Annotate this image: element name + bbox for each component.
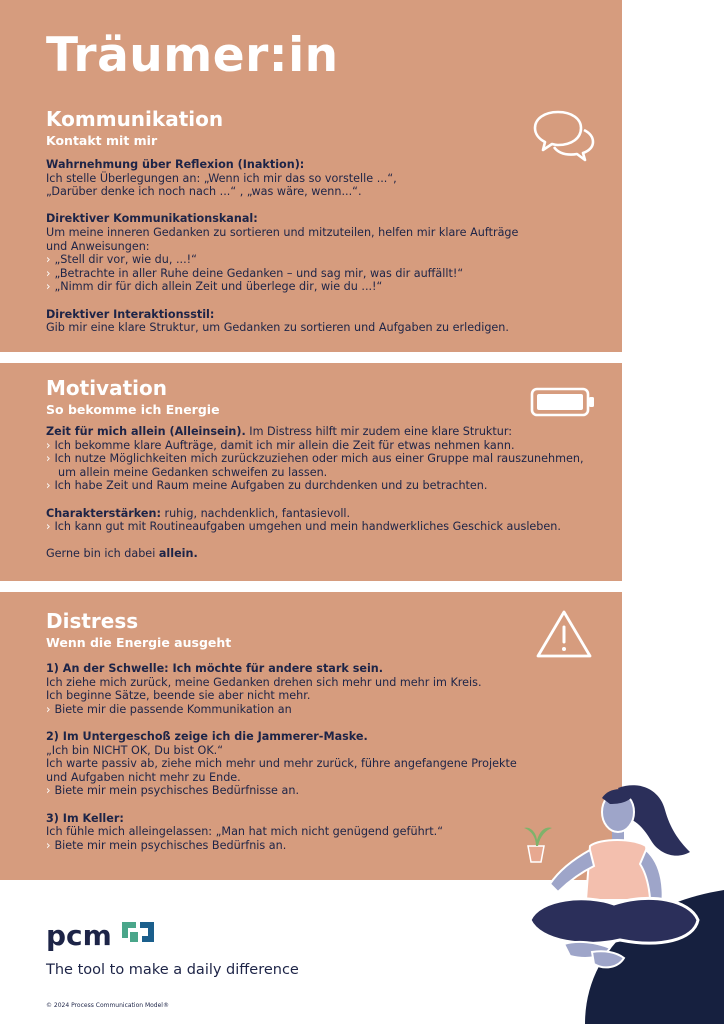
kommunikation-subtitle: Kontakt mit mir: [46, 133, 158, 148]
pcm-logo-text: pcm: [46, 919, 112, 952]
distress-text-line: und Aufgaben nicht mehr zu Ende.: [46, 770, 241, 784]
kommunikation-heading-wahrnehmung: Wahrnehmung über Reflexion (Inaktion):: [46, 158, 305, 171]
footer-copyright: © 2024 Process Communication Model®: [46, 1002, 169, 1009]
chevron-right-icon: ›: [46, 452, 51, 466]
list-item: › Ich habe Zeit und Raum meine Aufgaben zu durchdenken und zu betrachten.: [46, 479, 488, 493]
list-item: › Ich kann gut mit Routineaufgaben umgehen und mein handwerkliches Geschick ausleben.: [46, 520, 561, 534]
distress-title: Distress: [46, 609, 139, 633]
kommunikation-text-line: „Darüber denke ich noch nach ...“ , „was wäre, wenn...“.: [46, 185, 362, 199]
chevron-right-icon: ›: [46, 438, 51, 452]
chevron-right-icon: ›: [46, 702, 51, 716]
kommunikation-text-line: Gib mir eine klare Struktur, um Gedanken zu sortieren und Aufgaben zu erledigen.: [46, 321, 509, 335]
footer-tagline: The tool to make a daily difference: [46, 962, 299, 978]
motivation-subtitle: So bekomme ich Energie: [46, 402, 220, 417]
distress-text-line: Ich fühle mich alleingelassen: „Man hat mich nicht genügend geführt.“: [46, 825, 443, 839]
distress-text-line: Ich warte passiv ab, ziehe mich mehr und mehr zurück, führe angefangene Projekte: [46, 757, 517, 771]
distress-text-line: Ich ziehe mich zurück, meine Gedanken drehen sich mehr und mehr im Kreis.: [46, 675, 482, 689]
list-item: › „Nimm dir für dich allein Zeit und überlege dir, wie du ...!“: [46, 280, 383, 294]
chevron-right-icon: ›: [46, 253, 51, 267]
chevron-right-icon: ›: [46, 266, 51, 280]
distress-heading-schwelle: 1) An der Schwelle: Ich möchte für andere stark sein.: [46, 662, 384, 675]
kommunikation-heading-kanal: Direktiver Kommunikationskanal:: [46, 212, 258, 226]
motivation-lead: Zeit für mich allein (Alleinsein). Im Distress hilft mir zudem eine klare Struktur:: [46, 425, 513, 438]
kommunikation-text-line: und Anweisungen:: [46, 239, 150, 253]
page-title: Träumer:in: [46, 28, 339, 83]
list-item-continued: um allein meine Gedanken schweifen zu lassen.: [58, 465, 328, 479]
pcm-logo: [46, 918, 166, 952]
chevron-right-icon: ›: [46, 520, 51, 534]
kommunikation-heading-stil: Direktiver Interaktionsstil:: [46, 307, 215, 321]
kommunikation-text-line: Ich stelle Überlegungen an: „Wenn ich mir das so vorstelle ...“,: [46, 171, 397, 185]
kommunikation-title: Kommunikation: [46, 107, 224, 131]
list-item: › Biete mir die passende Kommunikation an: [46, 702, 292, 716]
list-item: › „Stell dir vor, wie du, ...!“: [46, 253, 197, 267]
distress-text-line: „Ich bin NICHT OK, Du bist OK.“: [46, 743, 224, 757]
distress-subtitle: Wenn die Energie ausgeht: [46, 635, 232, 650]
distress-heading-untergeschoss: 2) Im Untergeschoß zeige ich die Jammerer-Maske.: [46, 729, 368, 743]
chevron-right-icon: ›: [46, 479, 51, 493]
list-item: › Ich bekomme klare Aufträge, damit ich mir allein die Zeit für etwas nehmen kann.: [46, 438, 515, 452]
distress-text-line: Ich beginne Sätze, beende sie aber nicht mehr.: [46, 689, 311, 703]
meditating-person-illustration: [500, 780, 710, 980]
list-item: › Biete mir mein psychisches Bedürfnis an.: [46, 838, 287, 852]
chevron-right-icon: ›: [46, 838, 51, 852]
chevron-right-icon: ›: [46, 784, 51, 798]
list-item: › Ich nutze Möglichkeiten mich zurückzuziehen oder mich aus einer Gruppe mal rauszunehmen,: [46, 452, 584, 466]
list-item: › „Betrachte in aller Ruhe deine Gedanken – und sag mir, was dir auffällt!“: [46, 266, 464, 280]
motivation-strengths: Charakterstärken: ruhig, nachdenklich, fantasievoll.: [46, 506, 351, 520]
motivation-title: Motivation: [46, 376, 167, 400]
motivation-closing: Gerne bin ich dabei allein.: [46, 547, 198, 561]
pcm-logo-mark-icon: [122, 922, 154, 942]
list-item: › Biete mir mein psychisches Bedürfnisse an.: [46, 784, 299, 798]
kommunikation-text-line: Um meine inneren Gedanken zu sortieren und mitzuteilen, helfen mir klare Aufträge: [46, 225, 519, 239]
chevron-right-icon: ›: [46, 280, 51, 294]
distress-heading-keller: 3) Im Keller:: [46, 811, 124, 825]
